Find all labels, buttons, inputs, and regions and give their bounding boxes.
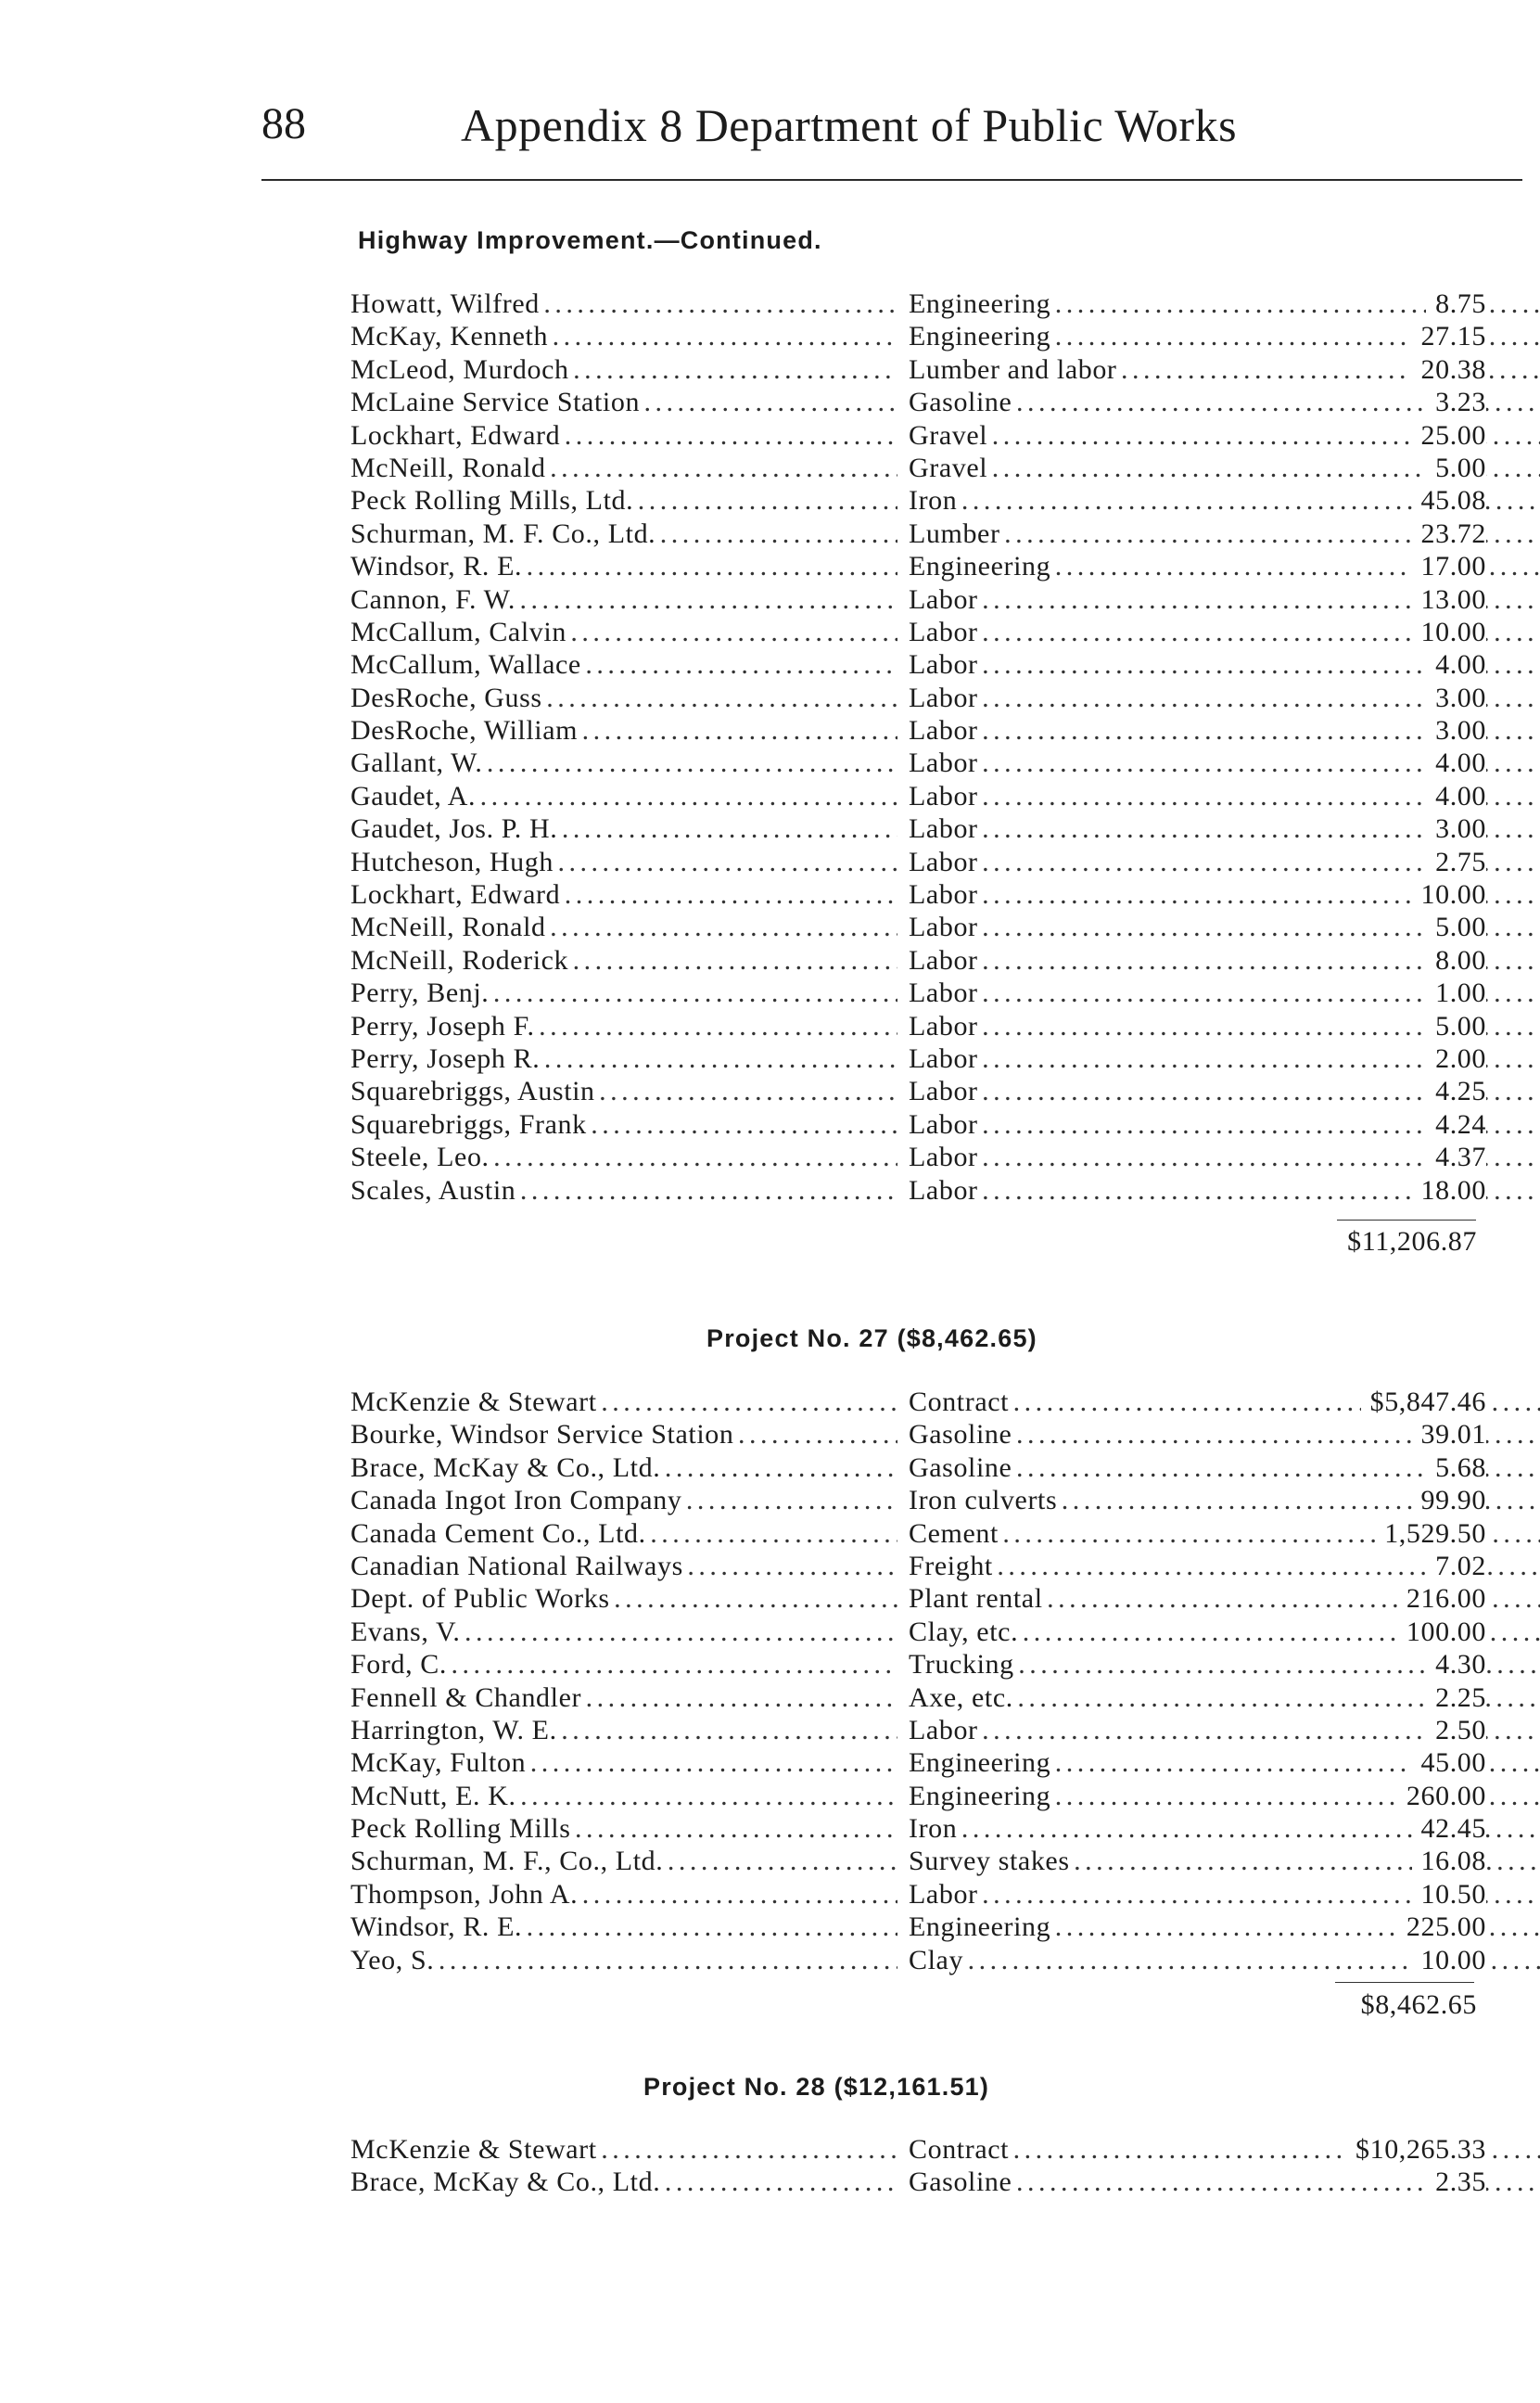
payee-name: Gaudet, A. . . . — [350, 780, 897, 812]
amount: 42.45 — [1412, 1812, 1487, 1845]
table-row — [350, 780, 1486, 812]
payee-name: Yeo, S. . . . — [350, 1944, 897, 1976]
table-row — [350, 2166, 1486, 2198]
expense-item: Labor . . . — [909, 583, 1540, 616]
expense-item: Labor . . . — [909, 1010, 1540, 1042]
payee-name: Schurman, M. F. Co., Ltd. . . . — [350, 518, 897, 550]
payee-name: Fennell & Chandler . . . — [350, 1681, 897, 1714]
amount: 23.72 — [1412, 518, 1487, 550]
expense-item: Labor . . . — [909, 1042, 1540, 1075]
amount: 4.25 — [1426, 1075, 1486, 1107]
amount: 8.00 — [1426, 944, 1486, 977]
amount: 16.08 — [1412, 1845, 1487, 1877]
table-row — [350, 1878, 1486, 1911]
amount: 8.75 — [1426, 288, 1486, 320]
ledger-table — [350, 1386, 1486, 1976]
expense-item: Labor . . . — [909, 1878, 1540, 1911]
section-heading: Project No. 28 ($12,161.51) — [643, 2073, 990, 2101]
section-heading: Project No. 27 ($8,462.65) — [706, 1324, 1037, 1352]
payee-name: Lockhart, Edward . . . — [350, 878, 897, 911]
amount: 216.00 — [1397, 1582, 1486, 1615]
amount: 7.02 — [1426, 1550, 1486, 1582]
expense-item: Lumber . . . — [909, 518, 1540, 550]
table-row — [350, 386, 1486, 418]
amount: 3.00 — [1426, 714, 1486, 747]
expense-item: Labor . . . — [909, 911, 1540, 943]
expense-item: Clay, etc. . . . — [909, 1616, 1540, 1648]
expense-item: Labor . . . — [909, 846, 1540, 878]
table-row — [350, 353, 1486, 386]
expense-item: Iron culverts . . . — [909, 1484, 1540, 1516]
payee-name: Perry, Benj. . . . — [350, 977, 897, 1009]
expense-item: Engineering . . . — [909, 1746, 1540, 1779]
payee-name: DesRoche, William . . . — [350, 714, 897, 747]
payee-name: Thompson, John A. . . . — [350, 1878, 897, 1911]
expense-item: Labor . . . — [909, 714, 1540, 747]
amount: 3.00 — [1426, 812, 1486, 845]
payee-name: McKay, Kenneth . . . — [350, 320, 897, 352]
payee-name: Canadian National Railways . . . — [350, 1550, 897, 1582]
table-row — [350, 1780, 1486, 1812]
total-rule — [1337, 1220, 1476, 1221]
payee-name: Squarebriggs, Austin . . . — [350, 1075, 897, 1107]
expense-item: Labor . . . — [909, 1141, 1540, 1173]
table-row — [350, 1042, 1486, 1075]
payee-name: Windsor, R. E. . . . — [350, 550, 897, 582]
payee-name: Peck Rolling Mills, Ltd. . . . — [350, 484, 897, 517]
table-row — [350, 747, 1486, 779]
payee-name: Canada Cement Co., Ltd. . . . — [350, 1517, 897, 1550]
expense-item: Engineering . . . — [909, 320, 1540, 352]
payee-name: McLeod, Murdoch . . . — [350, 353, 897, 386]
payee-name: McNeill, Ronald . . . — [350, 911, 897, 943]
payee-name: Howatt, Wilfred . . . — [350, 288, 897, 320]
amount: 2.25 — [1426, 1681, 1486, 1714]
section-total: $11,206.87 — [1347, 1226, 1477, 1257]
expense-item: Lumber and labor . . . — [909, 353, 1540, 386]
expense-item: Labor . . . — [909, 780, 1540, 812]
payee-name: McNeill, Ronald . . . — [350, 452, 897, 484]
amount: $10,265.33 — [1346, 2133, 1486, 2166]
payee-name: McLaine Service Station . . . — [350, 386, 897, 418]
expense-item: Plant rental . . . — [909, 1582, 1540, 1615]
expense-item: Labor . . . — [909, 1174, 1540, 1207]
amount: 260.00 — [1397, 1780, 1486, 1812]
page-title: Appendix 8 Department of Public Works — [461, 99, 1238, 151]
amount: 100.00 — [1397, 1616, 1486, 1648]
expense-item: Engineering . . . — [909, 288, 1540, 320]
table-row — [350, 1944, 1486, 1976]
amount: 3.00 — [1426, 682, 1486, 714]
table-row — [350, 812, 1486, 845]
table-row — [350, 1108, 1486, 1141]
amount: 4.00 — [1426, 780, 1486, 812]
expense-item: Labor . . . — [909, 977, 1540, 1009]
expense-item: Labor . . . — [909, 944, 1540, 977]
payee-name: Brace, McKay & Co., Ltd. . . . — [350, 2166, 897, 2198]
amount: 99.90 — [1412, 1484, 1487, 1516]
table-row — [350, 714, 1486, 747]
table-row — [350, 288, 1486, 320]
expense-item: Gasoline . . . — [909, 1451, 1540, 1484]
expense-item: Labor . . . — [909, 878, 1540, 911]
amount: $5,847.46 — [1361, 1386, 1486, 1418]
payee-name: Squarebriggs, Frank . . . — [350, 1108, 897, 1141]
payee-name: DesRoche, Guss . . . — [350, 682, 897, 714]
payee-name: Schurman, M. F., Co., Ltd. . . . — [350, 1845, 897, 1877]
table-row — [350, 944, 1486, 977]
ledger-table — [350, 288, 1486, 1207]
expense-item: Labor . . . — [909, 682, 1540, 714]
amount: 2.75 — [1426, 846, 1486, 878]
expense-item: Clay . . . — [909, 1944, 1540, 1976]
table-row — [350, 583, 1486, 616]
payee-name: Windsor, R. E. . . . — [350, 1911, 897, 1943]
table-row — [350, 1681, 1486, 1714]
amount: 3.23 — [1426, 386, 1486, 418]
table-row — [350, 1386, 1486, 1418]
payee-name: McKenzie & Stewart . . . — [350, 1386, 897, 1418]
amount: 1,529.50 — [1375, 1517, 1486, 1550]
expense-item: Gravel . . . — [909, 452, 1540, 484]
expense-item: Freight . . . — [909, 1550, 1540, 1582]
table-row — [350, 648, 1486, 681]
table-row — [350, 1418, 1486, 1451]
expense-item: Labor . . . — [909, 616, 1540, 648]
table-row — [350, 682, 1486, 714]
expense-item: Engineering . . . — [909, 550, 1540, 582]
amount: 5.00 — [1426, 452, 1486, 484]
table-row — [350, 1714, 1486, 1746]
payee-name: Bourke, Windsor Service Station . . . — [350, 1418, 897, 1451]
payee-name: Evans, V. . . . — [350, 1616, 897, 1648]
payee-name: Harrington, W. E. . . . — [350, 1714, 897, 1746]
table-row — [350, 1010, 1486, 1042]
amount: 18.00 — [1412, 1174, 1487, 1207]
amount: 45.00 — [1412, 1746, 1487, 1779]
amount: 225.00 — [1397, 1911, 1486, 1943]
expense-item: Trucking . . . — [909, 1648, 1540, 1681]
table-row — [350, 846, 1486, 878]
expense-item: Gasoline . . . — [909, 386, 1540, 418]
table-row — [350, 1550, 1486, 1582]
table-row — [350, 484, 1486, 517]
table-row — [350, 878, 1486, 911]
amount: 17.00 — [1412, 550, 1487, 582]
table-row — [350, 1582, 1486, 1615]
payee-name: Perry, Joseph F. . . . — [350, 1010, 897, 1042]
table-row — [350, 452, 1486, 484]
expense-item: Gasoline . . . — [909, 2166, 1540, 2198]
amount: 4.30 — [1426, 1648, 1486, 1681]
amount: 10.00 — [1412, 878, 1487, 911]
section-total: $8,462.65 — [1360, 1989, 1477, 2020]
expense-item: Labor . . . — [909, 648, 1540, 681]
table-row — [350, 1174, 1486, 1207]
amount: 25.00 — [1412, 419, 1487, 452]
payee-name: McKenzie & Stewart . . . — [350, 2133, 897, 2166]
payee-name: McCallum, Calvin . . . — [350, 616, 897, 648]
payee-name: Brace, McKay & Co., Ltd. . . . — [350, 1451, 897, 1484]
table-row — [350, 1812, 1486, 1845]
expense-item: Labor . . . — [909, 747, 1540, 779]
table-row — [350, 1648, 1486, 1681]
expense-item: Cement . . . — [909, 1517, 1540, 1550]
payee-name: McNeill, Roderick . . . — [350, 944, 897, 977]
payee-name: Perry, Joseph R. . . . — [350, 1042, 897, 1075]
payee-name: Dept. of Public Works . . . — [350, 1582, 897, 1615]
amount: 4.37 — [1426, 1141, 1486, 1173]
payee-name: Peck Rolling Mills . . . — [350, 1812, 897, 1845]
payee-name: Gaudet, Jos. P. H. . . . — [350, 812, 897, 845]
table-row — [350, 1616, 1486, 1648]
expense-item: Engineering . . . — [909, 1911, 1540, 1943]
amount: 4.00 — [1426, 648, 1486, 681]
expense-item: Labor . . . — [909, 1075, 1540, 1107]
table-row — [350, 1484, 1486, 1516]
expense-item: Axe, etc. . . . — [909, 1681, 1540, 1714]
payee-name: Lockhart, Edward . . . — [350, 419, 897, 452]
table-row — [350, 2133, 1486, 2166]
table-row — [350, 419, 1486, 452]
table-row — [350, 1141, 1486, 1173]
amount: 2.50 — [1426, 1714, 1486, 1746]
table-row — [350, 518, 1486, 550]
payee-name: McCallum, Wallace . . . — [350, 648, 897, 681]
expense-item: Gravel . . . — [909, 419, 1540, 452]
table-row — [350, 1911, 1486, 1943]
amount: 13.00 — [1412, 583, 1487, 616]
amount: 2.00 — [1426, 1042, 1486, 1075]
payee-name: Steele, Leo. . . . — [350, 1141, 897, 1173]
table-row — [350, 320, 1486, 352]
table-row — [350, 1746, 1486, 1779]
ledger-table — [350, 2133, 1486, 2199]
expense-item: Survey stakes . . . — [909, 1845, 1540, 1877]
expense-item: Iron . . . — [909, 1812, 1540, 1845]
amount: 10.00 — [1412, 616, 1487, 648]
payee-name: McKay, Fulton . . . — [350, 1746, 897, 1779]
amount: 4.24 — [1426, 1108, 1486, 1141]
expense-item: Engineering . . . — [909, 1780, 1540, 1812]
payee-name: Hutcheson, Hugh . . . — [350, 846, 897, 878]
amount: 1.00 — [1426, 977, 1486, 1009]
amount: 20.38 — [1412, 353, 1487, 386]
payee-name: Scales, Austin . . . — [350, 1174, 897, 1207]
table-row — [350, 1075, 1486, 1107]
amount: 10.00 — [1412, 1944, 1487, 1976]
expense-item: Contract . . . — [909, 1386, 1540, 1418]
amount: 4.00 — [1426, 747, 1486, 779]
header-rule — [261, 179, 1522, 181]
expense-item: Contract . . . — [909, 2133, 1540, 2166]
amount: 5.00 — [1426, 1010, 1486, 1042]
amount: 5.00 — [1426, 911, 1486, 943]
amount: 39.01 — [1412, 1418, 1487, 1451]
expense-item: Iron . . . — [909, 484, 1540, 517]
expense-item: Labor . . . — [909, 812, 1540, 845]
total-rule — [1335, 1982, 1474, 1983]
payee-name: McNutt, E. K. . . . — [350, 1780, 897, 1812]
table-row — [350, 1451, 1486, 1484]
amount: 45.08 — [1412, 484, 1487, 517]
page-number: 88 — [261, 99, 306, 148]
amount: 27.15 — [1412, 320, 1487, 352]
amount: 5.68 — [1426, 1451, 1486, 1484]
table-row — [350, 1517, 1486, 1550]
expense-item: Gasoline . . . — [909, 1418, 1540, 1451]
amount: 2.35 — [1426, 2166, 1486, 2198]
table-row — [350, 977, 1486, 1009]
table-row — [350, 616, 1486, 648]
payee-name: Gallant, W. . . . — [350, 747, 897, 779]
payee-name: Canada Ingot Iron Company . . . — [350, 1484, 897, 1516]
table-row — [350, 550, 1486, 582]
expense-item: Labor . . . — [909, 1108, 1540, 1141]
expense-item: Labor . . . — [909, 1714, 1540, 1746]
payee-name: Ford, C. . . . — [350, 1648, 897, 1681]
page-header — [261, 89, 1411, 163]
section-heading: Highway Improvement.—Continued. — [358, 226, 822, 254]
table-row — [350, 1845, 1486, 1877]
table-row — [350, 911, 1486, 943]
payee-name: Cannon, F. W. . . . — [350, 583, 897, 616]
amount: 10.50 — [1412, 1878, 1487, 1911]
